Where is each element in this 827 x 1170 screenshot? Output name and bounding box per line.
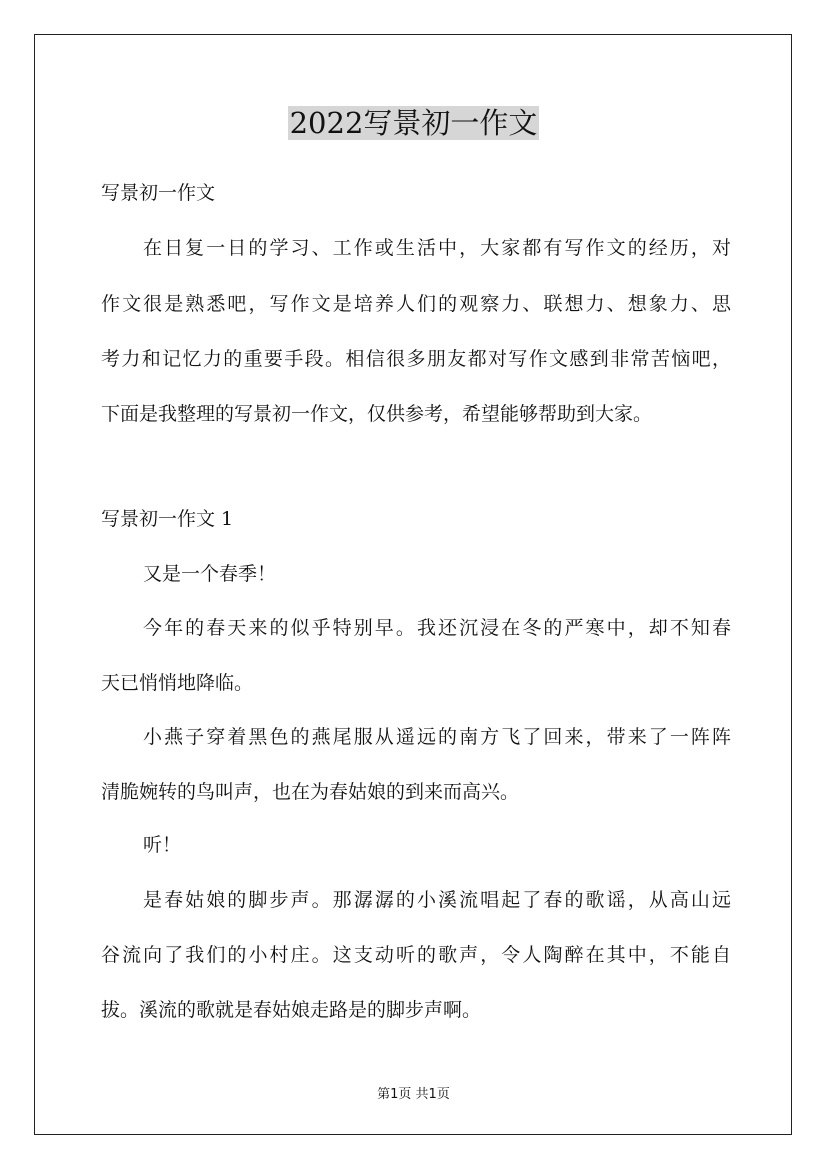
essay-paragraph-2 [101, 613, 731, 698]
page-footer [0, 1083, 827, 1102]
document-title [0, 103, 827, 143]
essay-paragraph-5 [101, 885, 731, 1025]
essay-p5-line-3: 拔。溪流的歌就是春姑娘走路是的脚步声啊。 [101, 999, 482, 1021]
section-heading-text: 写景初一作文 [101, 182, 216, 204]
essay-p5-line-1: 是春姑娘的脚步声。那潺潺的小溪流唱起了春的歌谣，从高山远 [143, 889, 731, 911]
essay-heading [101, 504, 731, 534]
document-title-text: 2022写景初一作文 [289, 106, 538, 140]
essay-p5-line-2: 谷流向了我们的小村庄。这支动听的歌声，令人陶醉在其中，不能自 [101, 944, 731, 966]
intro-line-4: 下面是我整理的写景初一作文，仅供参考，希望能够帮助到大家。 [101, 403, 653, 425]
page-number-label: 第1页 共1页 [377, 1087, 450, 1102]
intro-line-2: 作文很是熟悉吧，写作文是培养人们的观察力、联想力、想象力、思 [101, 293, 731, 315]
essay-paragraph-3 [101, 722, 731, 807]
essay-paragraph-4 [101, 830, 731, 860]
intro-paragraph [101, 233, 731, 429]
intro-line-3: 考力和记忆力的重要手段。相信很多朋友都对写作文感到非常苦恼吧， [101, 348, 731, 370]
essay-p4-line-1: 听！ [143, 834, 182, 856]
essay-p3-line-2: 清脆婉转的鸟叫声，也在为春姑娘的到来而高兴。 [101, 781, 520, 803]
intro-line-1: 在日复一日的学习、工作或生活中，大家都有写作文的经历，对 [143, 237, 731, 259]
essay-p2-line-2: 天已悄悄地降临。 [101, 672, 254, 694]
essay-heading-text: 写景初一作文 1 [101, 508, 234, 530]
essay-p2-line-1: 今年的春天来的似乎特别早。我还沉浸在冬的严寒中，却不知春 [143, 617, 731, 639]
essay-p3-line-1: 小燕子穿着黑色的燕尾服从遥远的南方飞了回来，带来了一阵阵 [143, 726, 731, 748]
section-heading [101, 178, 731, 208]
essay-paragraph-1 [101, 559, 731, 589]
essay-p1-line-1: 又是一个春季！ [143, 563, 277, 585]
